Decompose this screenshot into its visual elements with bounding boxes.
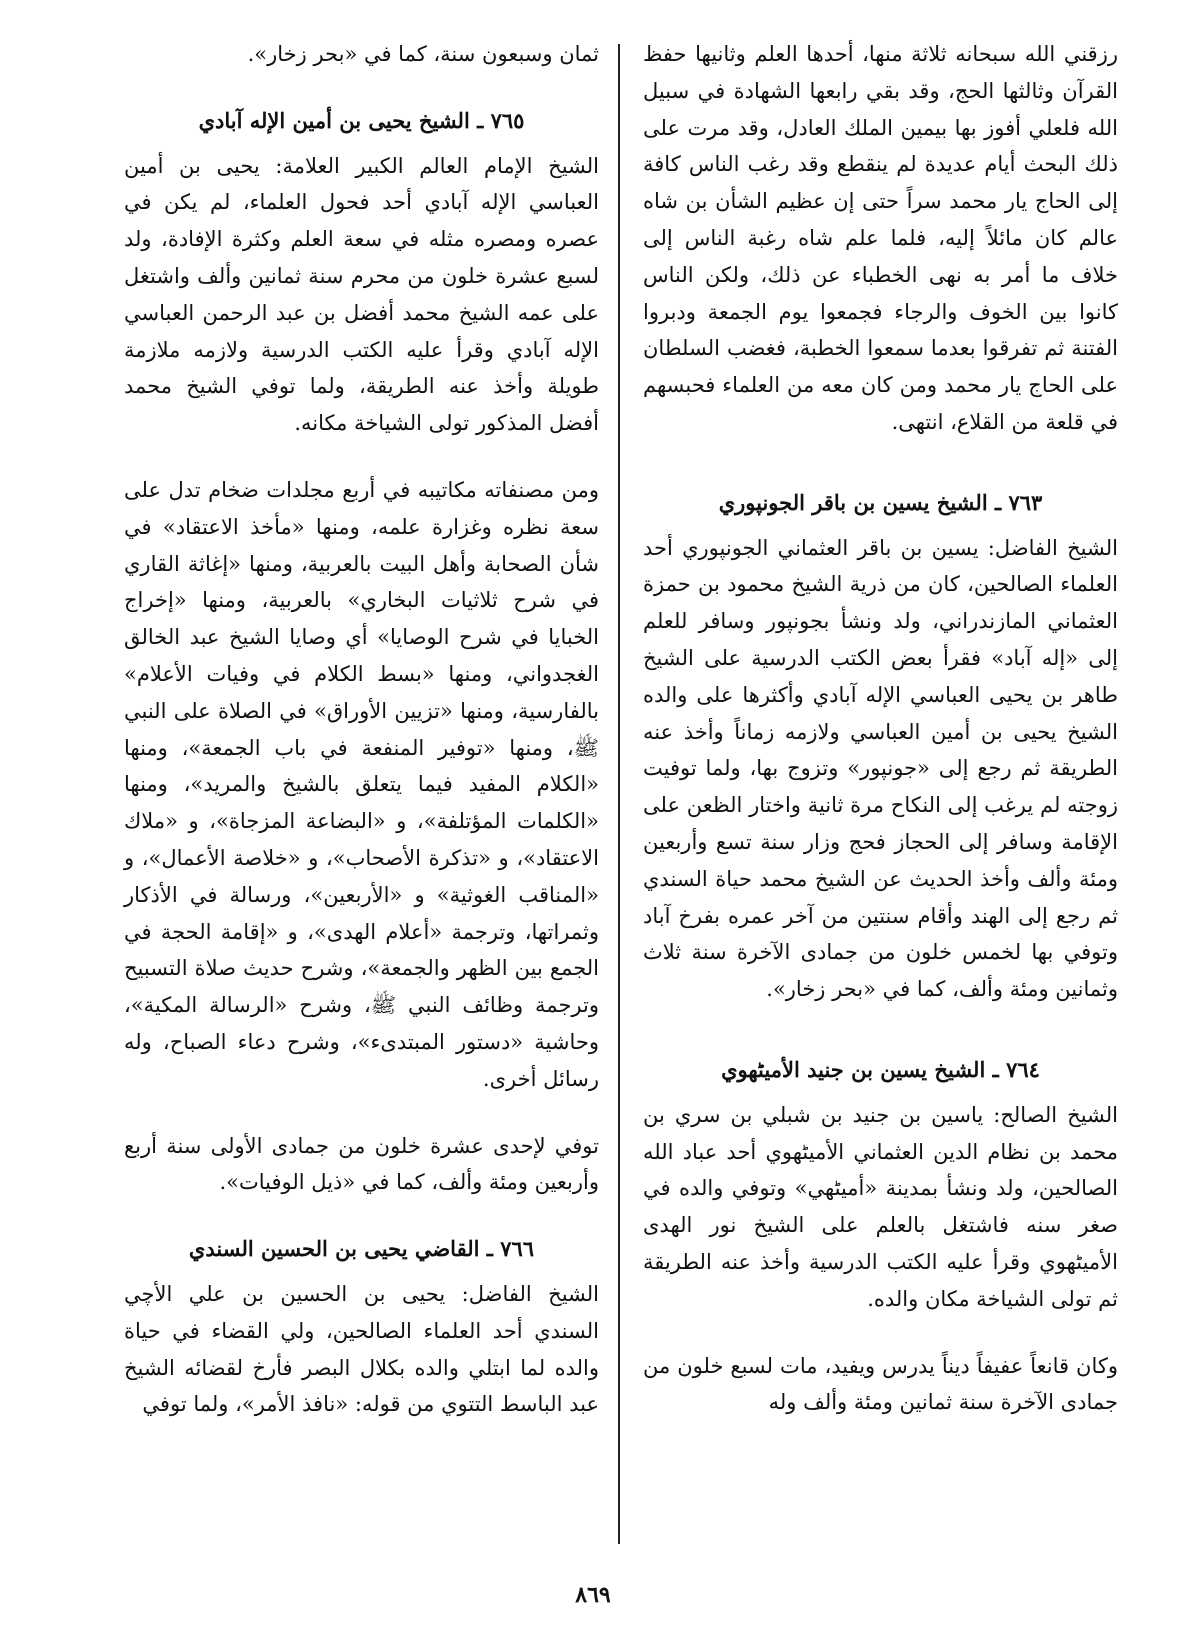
entry-765-death: توفي لإحدى عشرة خلون من جمادى الأولى سنة أربع وأربعين ومئة وألف، كما في «ذيل الوفيات». [124, 1133, 599, 1195]
entry-763-body: الشيخ الفاضل: يسين بن باقر العثماني الجونپوري أحد العلماء الصالحين، كان من ذرية الشيخ محمود بن حمزة العثماني المازندراني، ولد ونشأ بجونپور وسافر للعلم إلى «إله آباد» فقرأ بعض الكتب الدرسية على الشيخ طاهر بن يحيى العباسي الإله آبادي وأكثرها على والده الشيخ يحيى بن أمين العباسي ولازمه زماناً وأخذ عنه الطريقة ثم رجع إلى «جونپور» وتزوج بها، ولما توفيت زوجته لم يرغب إلى النكاح مرة ثانية واختار الظعن على الإقامة وسافر إلى الحجاز فحج وزار سنة تسع وأربعين ومئة وألف وأخذ الحديث عن الشيخ محمد حياة السندي ثم رجع إلى الهند وأقام سنتين من آخر عمره بفرخ آباد وتوفي بها لخمس خلون من جمادى الآخرة سنة ثلاث وثمانين ومئة وألف، كما في «بحر زخار». [643, 535, 1118, 1002]
column-divider [618, 44, 620, 1544]
entry-766-body: الشيخ الفاضل: يحيى بن الحسين بن علي الأچي السندي أحد العلماء الصالحين، ولي القضاء في حياة والده لما ابتلي والده بكلال البصر فأرخ لقضائه الشيخ عبد الباسط التتوي من قوله: «نافذ الأمر»، ولما توفي [124, 1281, 599, 1417]
right-intro-paragraph: رزقني الله سبحانه ثلاثة منها، أحدها العلم وثانيها حفظ القرآن وثالثها الحج، وقد بقي رابعها الشهادة في سبيل الله فلعلي أفوز بها بيمين الملك العادل، وقد مرت على ذلك البحث أيام عديدة لم ينقطع وقد رغب الناس كافة إلى الحاج يار محمد سراً حتى إن عظيم الشأن بن شاه عالم كان مائلاً إليه، فلما علم شاه رغبة الناس إلى خلاف ما أمر به نهى الخطباء عن ذلك، ولكن الناس كانوا بين الخوف والرجاء فجمعوا يوم الجمعة ودبروا الفتنة ثم تفرقوا بعدما سمعوا الخطبة، فغضب السلطان على الحاج يار محمد ومن كان معه من العلماء فحبسهم في قلعة من القلاع، انتهى. [643, 42, 1118, 434]
entry-766-heading: ٧٦٦ ـ القاضي يحيى بن الحسين السندي [188, 1236, 535, 1262]
entry-765-heading: ٧٦٥ ـ الشيخ يحيى بن أمين الإله آبادي [198, 107, 525, 133]
entry-765-body: الشيخ الإمام العالم الكبير العلامة: يحيى بن أمين العباسي الإله آبادي أحد فحول العلماء، لم يكن في عصره ومصره مثله في سعة العلم وكثرة الإفادة، ولد لسبع عشرة خلون من محرم سنة ثمانين وألف واشتغل على عمه الشيخ محمد أفضل بن عبد الرحمن العباسي الإله آبادي وقرأ عليه الكتب الدرسية ولازمه ملازمة طويلة وأخذ عنه الطريقة، ولما توفي الشيخ محمد أفضل المذكور تولى الشياخة مكانه. [124, 153, 599, 436]
left-column [124, 36, 599, 1423]
entry-764-body-2: وكان قانعاً عفيفاً ديناً يدرس ويفيد، مات لسبع خلون من جمادى الآخرة سنة ثمانين ومئة وألف وله [643, 1353, 1118, 1415]
entry-765-works: ومن مصنفاته مكاتيبه في أربع مجلدات ضخام تدل على سعة نظره وغزارة علمه، ومنها «مأخذ الاعتقاد» في شأن الصحابة وأهل البيت بالعربية، ومنها «إغاثة القاري في شرح ثلاثيات البخاري» بالعربية، ومنها «إخراج الخبايا في شرح الوصايا» أي وصايا الشيخ عبد الخالق الغجدواني، ومنها «بسط الكلام في وفيات الأعلام» بالفارسية، ومنها «تزيين الأوراق» في الصلاة على النبي ﷺ، ومنها «توفير المنفعة في باب الجمعة»، ومنها «الكلام المفيد فيما يتعلق بالشيخ والمريد»، ومنها «الكلمات المؤتلفة»، و «البضاعة المزجاة»، و «ملاك الاعتقاد»، و «تذكرة الأصحاب»، و «خلاصة الأعمال»، و «المناقب الغوثية» و «الأربعين»، ورسالة في الأذكار وثمراتها، وترجمة «أعلام الهدى»، و «إقامة الحجة في الجمع بين الظهر والجمعة»، وشرح حديث صلاة التسبيح وترجمة وظائف النبي ﷺ، وشرح «الرسالة المكية»، وحاشية «دستور المبتدىء»، وشرح دعاء الصباح، وله رسائل أخرى. [124, 477, 599, 1091]
entry-763-heading: ٧٦٣ ـ الشيخ يسين بن باقر الجونپوري [718, 489, 1043, 515]
entry-764-heading: ٧٦٤ ـ الشيخ يسين بن جنيد الأميٹهوي [721, 1056, 1040, 1082]
entry-764-body: الشيخ الصالح: ياسين بن جنيد بن شبلي بن سري بن محمد بن نظام الدين العثماني الأميٹهوي أحد عباد الله الصالحين، ولد ونشأ بمدينة «أميٹهي» وتوفي والده في صغر سنه فاشتغل بالعلم على الشيخ نور الهدى الأميٹهوي وقرأ عليه الكتب الدرسية وأخذ عنه الطريقة ثم تولى الشياخة مكان والده. [643, 1102, 1118, 1311]
right-column [643, 36, 1118, 1421]
page-number: ٨٦٩ [575, 1582, 611, 1608]
left-intro-paragraph: ثمان وسبعون سنة، كما في «بحر زخار». [247, 42, 599, 66]
